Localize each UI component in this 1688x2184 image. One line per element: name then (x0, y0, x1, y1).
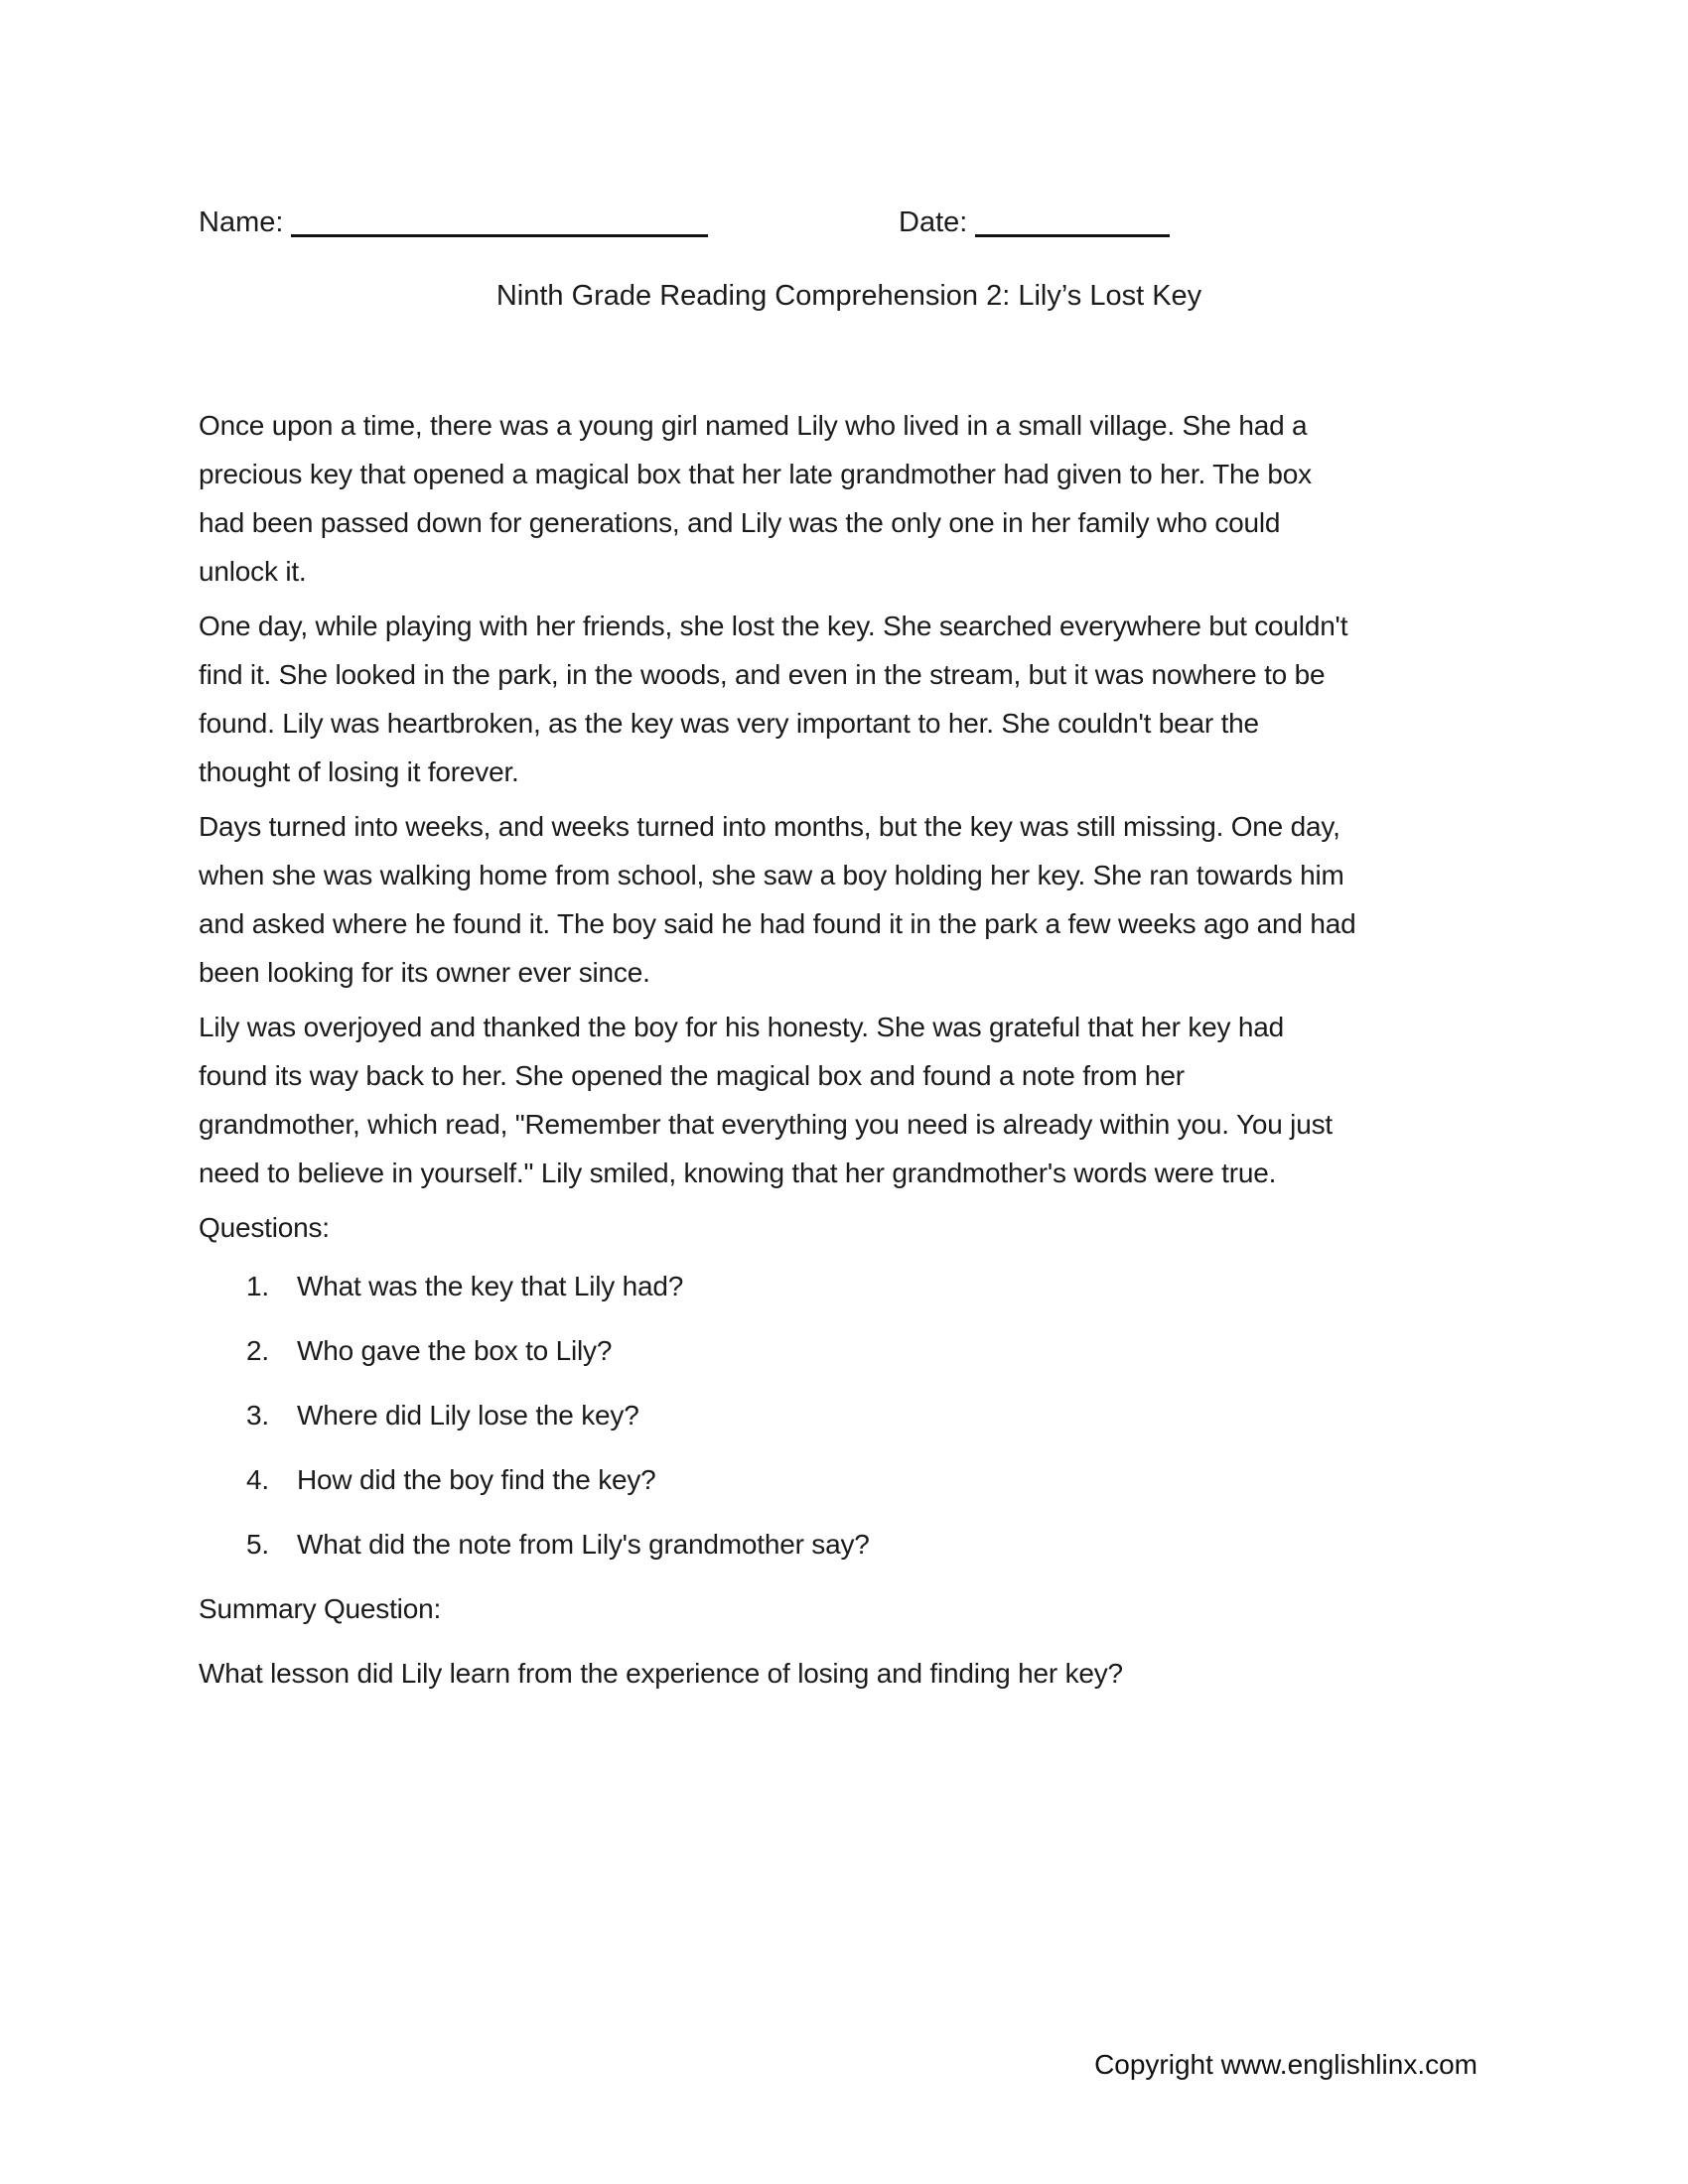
question-text: What was the key that Lily had? (297, 1271, 684, 1301)
question-item (199, 1455, 1499, 1504)
story-line: Lily was overjoyed and thanked the boy for his honesty. She was grateful that her key had (199, 1012, 1285, 1042)
story-line: grandmother, which read, "Remember that everything you need is already within you. You just (199, 1109, 1333, 1140)
story-line: precious key that opened a magical box that her late grandmother had given to her. The box (199, 459, 1312, 489)
story-paragraph (199, 602, 1499, 796)
story-line: found. Lily was heartbroken, as the key was very important to her. She couldn't bear the (199, 708, 1259, 739)
question-number: 1. (246, 1271, 269, 1301)
question-item (199, 1520, 1499, 1569)
questions-heading: Questions: (199, 1212, 330, 1243)
question-text: Who gave the box to Lily? (297, 1335, 613, 1366)
story-line: when she was walking home from school, she saw a boy holding her key. She ran towards him (199, 860, 1344, 890)
date-blank-line (975, 208, 1170, 237)
summary-question-text: What lesson did Lily learn from the experience of losing and finding her key? (199, 1658, 1123, 1689)
story-line: find it. She looked in the park, in the woods, and even in the stream, but it was nowhere to be (199, 659, 1326, 690)
story-line: unlock it. (199, 556, 307, 587)
story-line: and asked where he found it. The boy said he had found it in the park a few weeks ago and had (199, 908, 1356, 939)
story-line: found its way back to her. She opened the magical box and found a note from her (199, 1060, 1185, 1091)
name-label: Name: (199, 206, 284, 238)
summary-heading: Summary Question: (199, 1593, 442, 1624)
story-line: had been passed down for generations, and Lily was the only one in her family who could (199, 507, 1281, 538)
question-number: 3. (246, 1400, 269, 1431)
question-number: 4. (246, 1464, 269, 1495)
name-field-group (199, 206, 708, 239)
question-number: 2. (246, 1335, 269, 1366)
story-section (199, 401, 1499, 1197)
page-title: Ninth Grade Reading Comprehension 2: Lily’s Lost Key (495, 280, 1202, 312)
question-item (199, 1391, 1499, 1439)
question-number: 5. (246, 1529, 269, 1560)
question-text: How did the boy find the key? (297, 1464, 656, 1495)
story-line: thought of losing it forever. (199, 756, 519, 787)
question-text: Where did Lily lose the key? (297, 1400, 639, 1431)
story-line: Days turned into weeks, and weeks turned into months, but the key was still missing. One day, (199, 811, 1340, 842)
story-paragraph (199, 802, 1499, 997)
story-line: One day, while playing with her friends, she lost the key. She searched everywhere but couldn't (199, 611, 1348, 641)
story-paragraph (199, 401, 1499, 596)
date-field-group (899, 206, 1170, 239)
copyright-notice: Copyright www.englishlinx.com (1094, 2049, 1477, 2080)
date-label: Date: (899, 206, 968, 238)
story-line: been looking for its owner ever since. (199, 957, 650, 988)
question-text: What did the note from Lily's grandmother say? (297, 1529, 870, 1560)
story-line: Once upon a time, there was a young girl named Lily who lived in a small village. She had a (199, 410, 1308, 441)
story-paragraph (199, 1003, 1499, 1197)
story-line: need to believe in yourself." Lily smiled, knowing that her grandmother's words were true. (199, 1158, 1277, 1188)
questions-list (199, 1262, 1499, 1569)
question-item (199, 1326, 1499, 1375)
name-blank-line (291, 208, 708, 237)
header-row (199, 206, 1499, 248)
worksheet-content (199, 206, 1499, 1698)
question-item (199, 1262, 1499, 1310)
